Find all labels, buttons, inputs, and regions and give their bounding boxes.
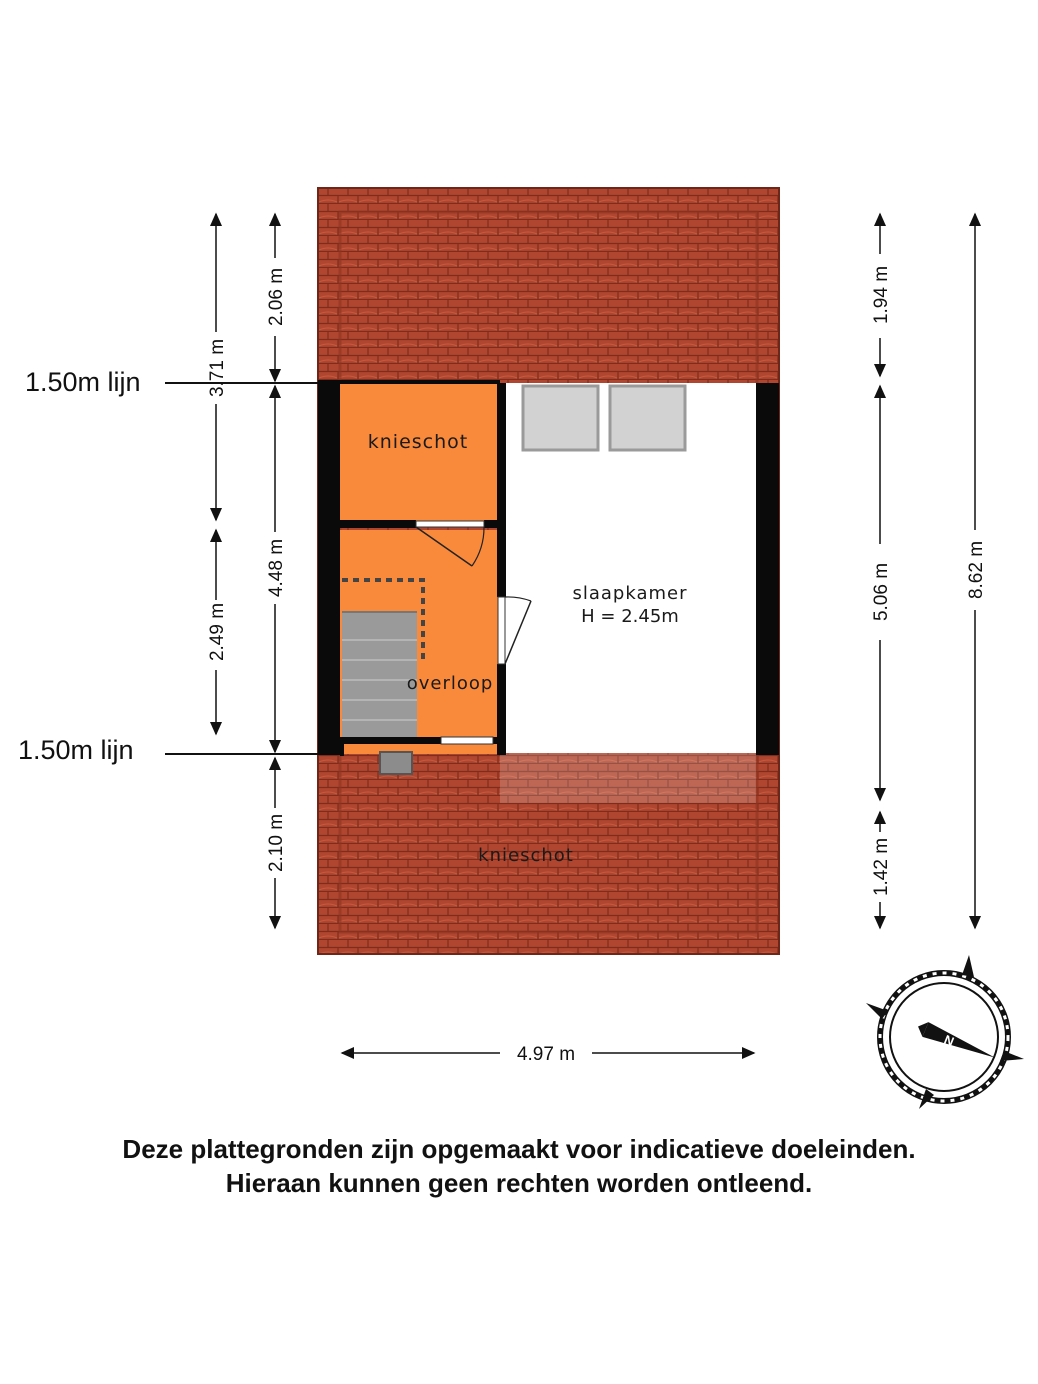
knieschot-top-floor <box>340 383 500 523</box>
compass-north-letter: N <box>941 1031 957 1050</box>
dim-left-inner-middle: 4.48 m <box>266 538 287 598</box>
room-label-overloop: overloop <box>406 673 494 694</box>
disclaimer-line-1: Deze plattegronden zijn opgemaakt voor indicatieve doeleinden. <box>122 1134 916 1164</box>
disclaimer-line-2: Hieraan kunnen geen rechten worden ontleend. <box>225 1168 813 1198</box>
dim-right-inner-top: 1.94 m <box>871 265 892 325</box>
dim-left-outer-top: 3.71 m <box>207 338 228 398</box>
hatch <box>380 752 412 774</box>
lijn-top-label: 1.50m lijn <box>25 367 141 397</box>
dim-left-outer-bottom: 2.49 m <box>207 602 228 662</box>
dim-width-label: 4.97 m <box>516 1044 576 1065</box>
dim-left-inner-bottom: 2.10 m <box>266 813 287 873</box>
room-label-knieschot-top: knieschot <box>367 431 469 453</box>
lijn-top <box>25 367 318 397</box>
room-label-slaapkamer-height: H = 2.45m <box>581 606 679 627</box>
dim-right-inner-bottom: 1.42 m <box>871 837 892 897</box>
disclaimer <box>0 1132 1038 1200</box>
lijn-bottom <box>18 735 318 765</box>
roof-overhang-shade <box>500 753 756 803</box>
room-label-knieschot-bottom: knieschot <box>478 845 574 866</box>
compass-icon <box>866 955 1024 1109</box>
lijn-bottom-label: 1.50m lijn <box>18 735 134 765</box>
dim-right-outer-label: 8.62 m <box>966 540 987 600</box>
room-label-slaapkamer: slaapkamer <box>572 583 688 604</box>
window-overloop <box>441 737 493 744</box>
dim-left-inner-top: 2.06 m <box>266 267 287 327</box>
small-orange-strip <box>340 744 500 754</box>
dim-right-inner-middle: 5.06 m <box>871 562 892 622</box>
